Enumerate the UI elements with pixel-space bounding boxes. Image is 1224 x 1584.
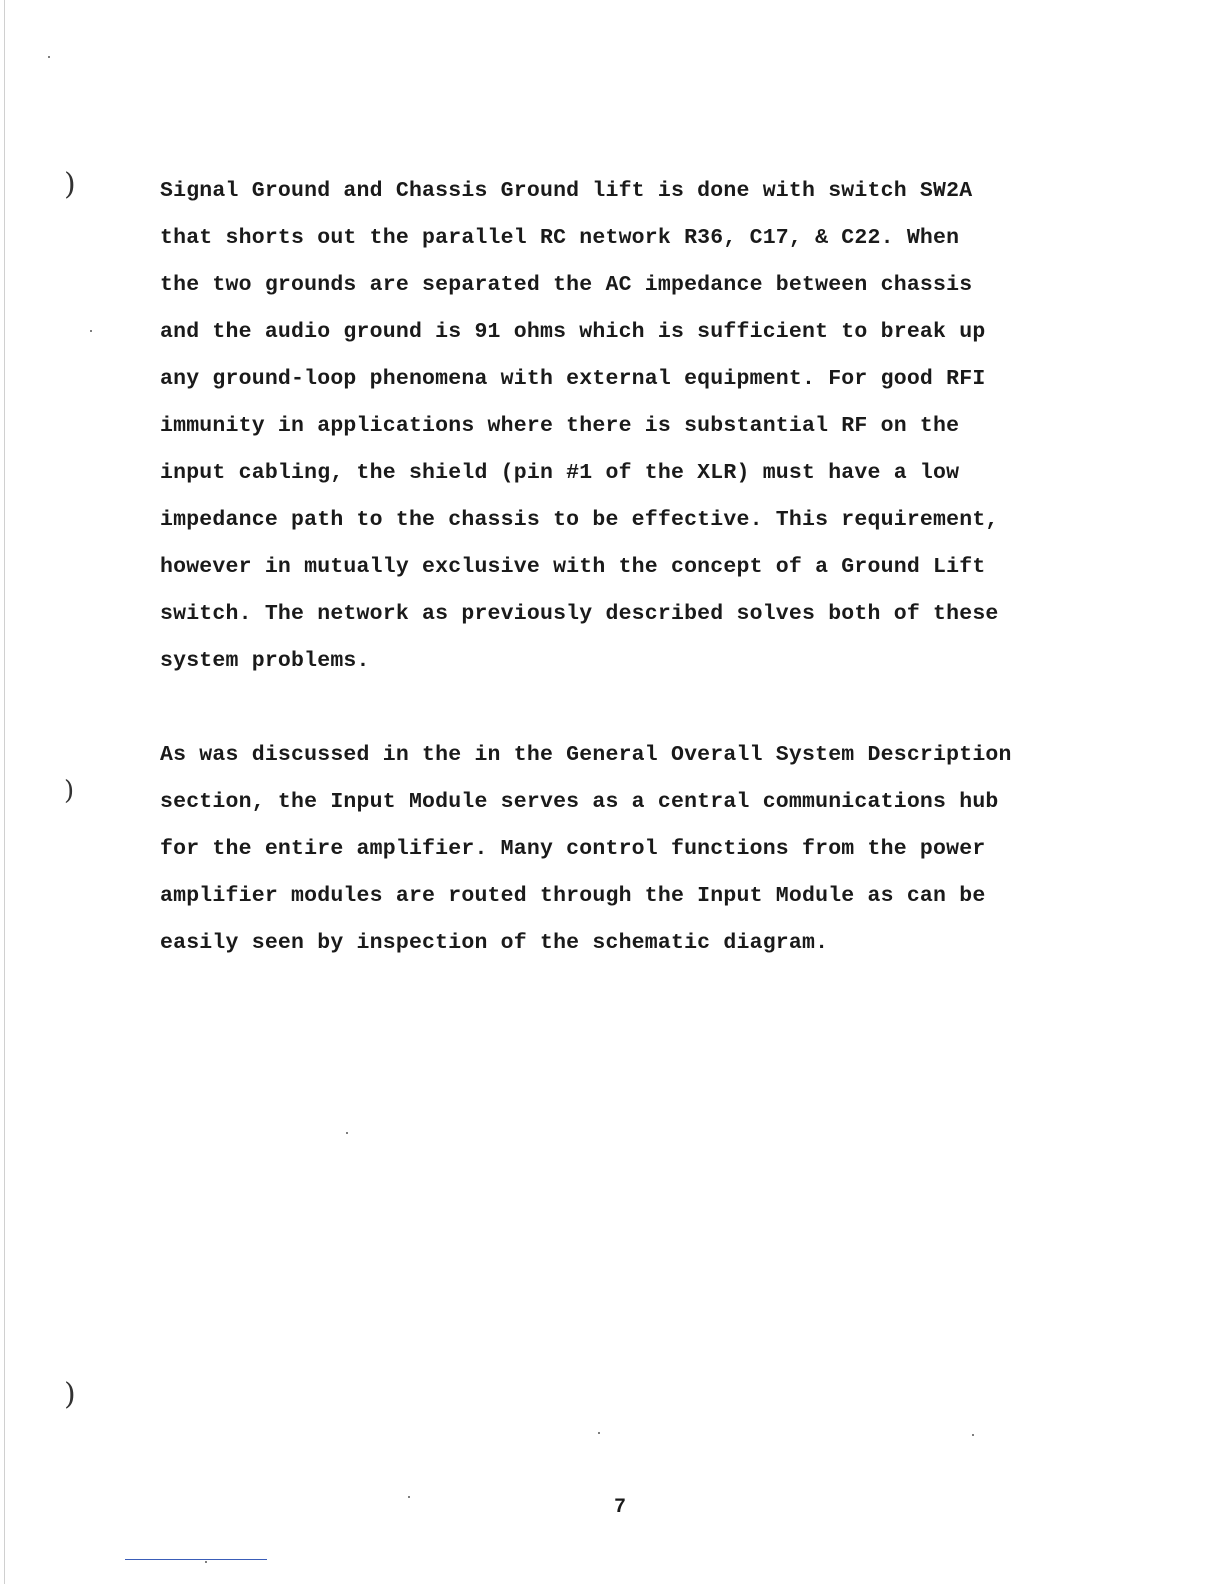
binding-hole-mark-top: ) — [64, 167, 76, 202]
text-line: section, the Input Module serves as a central communications hub — [160, 790, 999, 814]
page-left-edge — [4, 0, 5, 1584]
text-line: and the audio ground is 91 ohms which is sufficient to break up — [160, 320, 986, 344]
text-line: input cabling, the shield (pin #1 of the XLR) must have a low — [160, 461, 960, 485]
page-body — [160, 168, 1090, 967]
scan-speck — [598, 1432, 600, 1434]
scan-speck — [90, 330, 92, 332]
binding-hole-mark-middle: ) — [64, 776, 75, 806]
scan-speck — [205, 1561, 207, 1563]
text-line: switch. The network as previously described solves both of these — [160, 602, 999, 626]
scan-speck — [48, 56, 50, 58]
scan-speck — [408, 1496, 410, 1498]
text-line: As was discussed in the in the General Overall System Description — [160, 743, 1012, 767]
text-line: amplifier modules are routed through the Input Module as can be — [160, 884, 986, 908]
text-line: easily seen by inspection of the schematic diagram. — [160, 931, 829, 955]
paragraph-spacer — [160, 685, 1090, 732]
binding-hole-mark-bottom: ) — [64, 1377, 76, 1412]
footer-rule — [125, 1559, 267, 1560]
text-line: however in mutually exclusive with the concept of a Ground Lift — [160, 555, 986, 579]
page-number: 7 — [613, 1496, 626, 1519]
text-line: for the entire amplifier. Many control functions from the power — [160, 837, 986, 861]
text-line: the two grounds are separated the AC impedance between chassis — [160, 273, 973, 297]
paragraph-input-module — [160, 732, 1090, 967]
text-line: any ground-loop phenomena with external equipment. For good RFI — [160, 367, 986, 391]
text-line: immunity in applications where there is substantial RF on the — [160, 414, 960, 438]
scan-speck — [346, 1132, 348, 1134]
text-line: Signal Ground and Chassis Ground lift is done with switch SW2A — [160, 179, 973, 203]
scan-speck — [972, 1434, 974, 1436]
paragraph-ground-lift — [160, 168, 1090, 685]
text-line: system problems. — [160, 649, 370, 673]
text-line: impedance path to the chassis to be effective. This requirement, — [160, 508, 999, 532]
text-line: that shorts out the parallel RC network R36, C17, & C22. When — [160, 226, 960, 250]
